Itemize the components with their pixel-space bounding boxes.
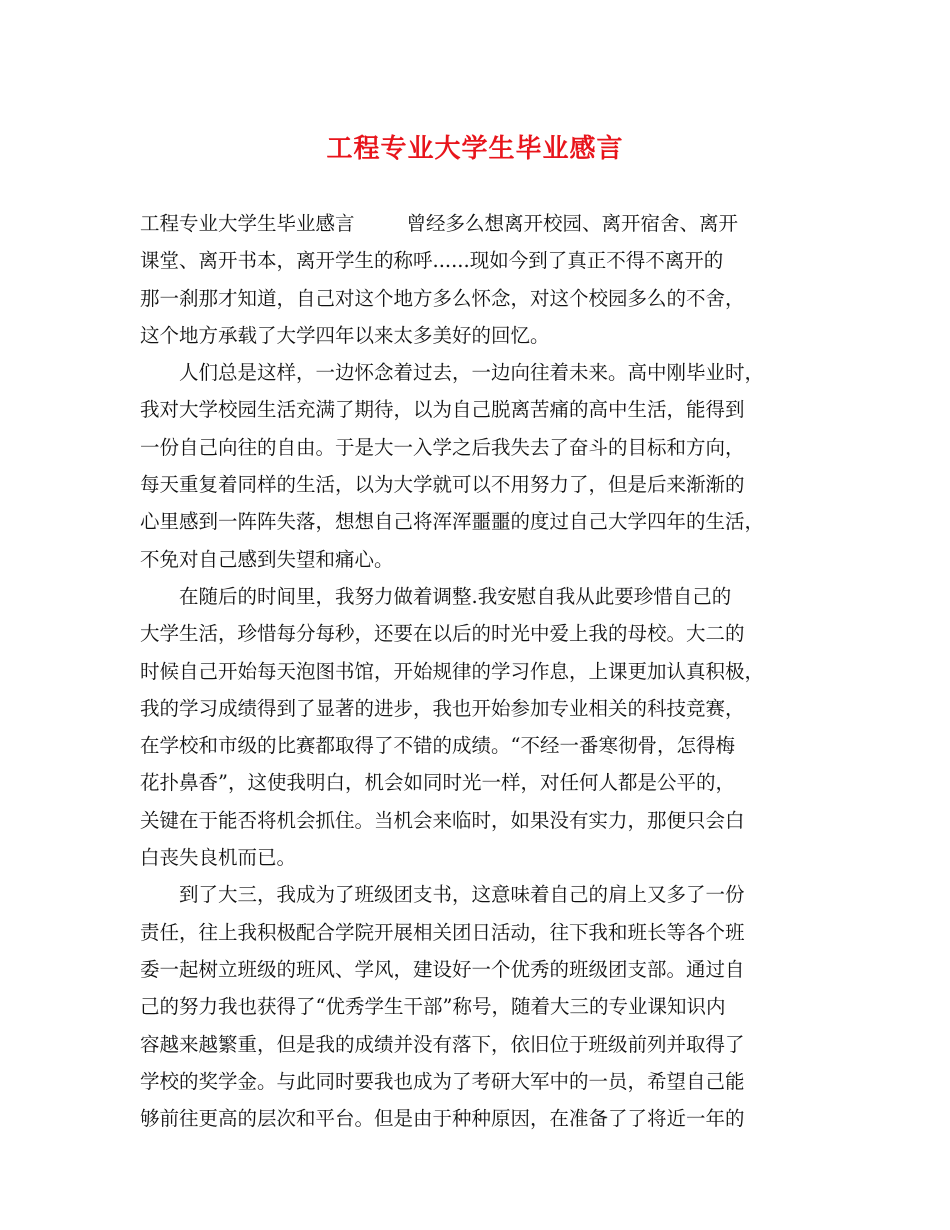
- body-line: 委一起树立班级的班风、学风，建设好一个优秀的班级团支部。通过自: [140, 957, 745, 981]
- body-line: 关键在于能否将机会抓住。当机会来临时，如果没有实力，那便只会白: [140, 808, 745, 832]
- body-line: 白丧失良机而已。: [140, 846, 297, 870]
- body-line: 人们总是这样，一边怀念着过去，一边向往着未来。高中刚毕业时，: [140, 361, 765, 385]
- first-line-text: 曾经多么想离开校园、离开宿舍、离开: [406, 212, 739, 235]
- body-line: 到了大三，我成为了班级团支书，这意味着自己的肩上又多了一份: [140, 883, 745, 907]
- document-title: 工程专业大学生毕业感言: [326, 134, 624, 164]
- body-line: 在学校和市级的比赛都取得了不错的成绩。“不经一番寒彻骨，怎得梅: [140, 734, 735, 758]
- body-line: 这个地方承载了大学四年以来太多美好的回忆。: [140, 323, 550, 347]
- body-line: 我的学习成绩得到了显著的进步，我也开始参加专业相关的科技竞赛，: [140, 696, 745, 720]
- inline-heading: 工程专业大学生毕业感言: [140, 212, 355, 235]
- body-line: 大学生活，珍惜每分每秒，还要在以后的时光中爱上我的母校。大二的: [140, 622, 745, 646]
- body-line: [140, 205, 830, 242]
- body-line: 在随后的时间里，我努力做着调整.我安慰自我从此要珍惜自己的: [140, 584, 732, 608]
- body-line: 我对大学校园生活充满了期待，以为自己脱离苦痛的高中生活，能得到: [140, 398, 745, 422]
- body-line: 容越来越繁重，但是我的成绩并没有落下，依旧位于班级前列并取得了: [140, 1032, 745, 1056]
- body-line: 学校的奖学金。与此同时要我也成为了考研大军中的一员，希望自己能: [140, 1069, 745, 1093]
- body-line: 够前往更高的层次和平台。但是由于种种原因，在准备了了将近一年的: [140, 1107, 745, 1131]
- body-line: 不免对自己感到失望和痛心。: [140, 547, 394, 571]
- body-line: 责任，往上我积极配合学院开展相关团日活动，往下我和班长等各个班: [140, 920, 745, 944]
- document-body: [140, 205, 830, 1137]
- body-line: 课堂、离开书本，离开学生的称呼......现如今到了真正不得不离开的: [140, 249, 724, 273]
- body-line: 一份自己向往的自由。于是大一入学之后我失去了奋斗的目标和方向，: [140, 435, 745, 459]
- body-line: 花扑鼻香”，这使我明白，机会如同时光一样，对任何人都是公平的，: [140, 771, 735, 795]
- body-line: 那一刹那才知道，自己对这个地方多么怀念，对这个校园多么的不舍，: [140, 286, 745, 310]
- body-line: 每天重复着同样的生活，以为大学就可以不用努力了，但是后来渐渐的: [140, 473, 745, 497]
- body-line: 心里感到一阵阵失落，想想自己将浑浑噩噩的度过自己大学四年的生活，: [140, 510, 765, 534]
- body-line: 时候自己开始每天泡图书馆，开始规律的学习作息，上课更加认真积极，: [140, 659, 765, 683]
- body-line: 己的努力我也获得了“优秀学生干部”称号，随着大三的专业课知识内: [140, 995, 726, 1019]
